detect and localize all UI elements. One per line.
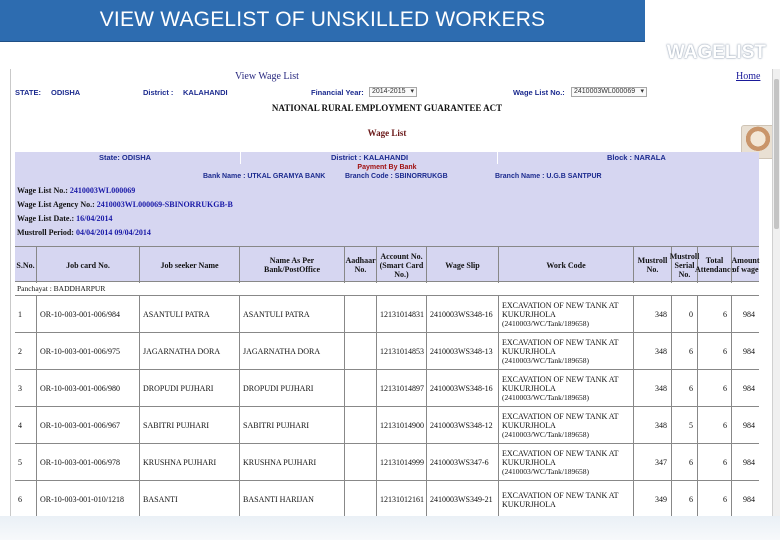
work-line2-text: KUKURJHOLA <box>502 384 556 393</box>
col-sno-cell: 5 <box>18 458 22 467</box>
col-bank-name-cell: JAGARNATHA DORA <box>239 333 344 370</box>
location-row <box>15 152 759 164</box>
col-attendance-cell: 6 <box>697 481 731 516</box>
district-filter-label: District : <box>143 88 174 97</box>
col-aadhaar-header: Aadhaar No. <box>344 247 376 283</box>
wl-select[interactable] <box>571 87 647 97</box>
work-line1-text: EXCAVATION OF NEW TANK AT <box>502 412 619 421</box>
chevron-down-icon: ▾ <box>410 88 414 95</box>
meta-item <box>17 200 233 209</box>
col-wage-slip-cell: 2410003WS348-12 <box>426 407 498 444</box>
meta-value: 04/04/2014 09/04/2014 <box>75 228 151 237</box>
panchayat-label: Panchayat : BADDHARPUR <box>17 284 106 293</box>
filter-bar <box>11 85 771 99</box>
col-job-seeker-cell: JAGARNATHA DORA <box>139 333 239 370</box>
col-work-code-header: Work Code <box>498 247 633 283</box>
act-title: NATIONAL RURAL EMPLOYMENT GUARANTEE ACT <box>271 103 503 113</box>
col-mustroll-serial-cell: 5 <box>671 407 697 444</box>
slide-title-bar <box>0 0 645 42</box>
work-line1-text: EXCAVATION OF NEW TANK AT <box>502 490 619 500</box>
work-code-text: (2410003/WC/Tank/189658) <box>502 319 589 328</box>
wl-select-value: 2410003WL000069 <box>574 88 636 95</box>
col-attendance-header: Total Attendance <box>697 247 731 283</box>
col-work-code-cell <box>498 444 633 481</box>
work-line2-text: KUKURJHOLA <box>502 421 556 430</box>
col-amount-cell: 984 <box>731 407 759 444</box>
meta-value: 2410003WL000069 <box>69 186 136 195</box>
work-line2-text: KUKURJHOLA <box>502 310 556 319</box>
divider <box>240 152 241 164</box>
col-amount-header: Amount of wage <box>731 247 759 283</box>
col-job-card-cell: OR-10-003-001-006/975 <box>36 333 139 370</box>
col-sno-cell: 4 <box>18 421 22 430</box>
wage-list-report <box>15 101 759 516</box>
col-wage-slip-cell: 2410003WS349-21 <box>426 481 498 516</box>
col-job-card-cell: OR-10-003-001-010/1218 <box>36 481 139 516</box>
col-aadhaar-cell <box>344 444 376 481</box>
col-mustroll-cell: 347 <box>633 444 671 481</box>
col-account-cell: 12131014831 <box>376 296 426 333</box>
meta-value: 16/04/2014 <box>76 214 113 223</box>
work-code-text: (2410003/WC/Tank/189658) <box>502 393 589 402</box>
col-mustroll-serial-cell: 6 <box>671 333 697 370</box>
col-job-seeker-cell: ASANTULI PATRA <box>139 296 239 333</box>
col-job-card-header: Job card No. <box>36 247 139 283</box>
chevron-down-icon: ▾ <box>640 88 644 95</box>
col-work-code-cell <box>498 296 633 333</box>
work-line2-text: KUKURJHOLA <box>502 458 556 467</box>
table-row <box>15 406 759 443</box>
col-sno-cell: 2 <box>18 347 22 356</box>
col-account-cell: 12131014900 <box>376 407 426 444</box>
col-mustroll-cell: 348 <box>633 407 671 444</box>
col-amount-cell: 984 <box>731 481 759 516</box>
col-attendance-cell: 6 <box>697 333 731 370</box>
meta-label: Wage List Date.: <box>17 214 75 223</box>
col-mustroll-cell: 348 <box>633 333 671 370</box>
wage-list-rows <box>15 295 759 516</box>
col-aadhaar-cell <box>344 481 376 516</box>
work-line2-text: KUKURJHOLA <box>502 499 556 509</box>
col-mustroll-cell: 349 <box>633 481 671 516</box>
col-work-code-cell <box>498 407 633 444</box>
table-header <box>15 246 759 282</box>
col-work-code-cell <box>498 333 633 370</box>
meta-item <box>17 228 151 237</box>
col-mustroll-serial-header: Mustroll Serial No. <box>671 247 697 283</box>
work-code-text: (2410003/WC/Tank/189658) <box>502 467 589 476</box>
branch-code: Branch Code : SBINORRUKGB <box>345 173 448 180</box>
col-mustroll-serial-cell: 6 <box>671 444 697 481</box>
col-job-seeker-cell: DROPUDI PUJHARI <box>139 370 239 407</box>
wagelist-label: WAGELIST <box>666 42 766 63</box>
state-filter-value: ODISHA <box>51 88 81 97</box>
scrollbar-thumb[interactable] <box>774 79 779 229</box>
col-mustroll-serial-cell: 6 <box>671 481 697 516</box>
fy-select-value: 2014-2015 <box>372 88 406 95</box>
col-job-seeker-header: Job seeker Name <box>139 247 239 283</box>
col-attendance-cell: 6 <box>697 370 731 407</box>
col-aadhaar-cell <box>344 370 376 407</box>
col-amount-cell: 984 <box>731 444 759 481</box>
table-row <box>15 295 759 332</box>
col-account-cell: 12131014999 <box>376 444 426 481</box>
col-aadhaar-cell <box>344 407 376 444</box>
col-mustroll-serial-cell: 6 <box>671 370 697 407</box>
col-work-code-cell <box>498 370 633 407</box>
meta-label: Wage List Agency No.: <box>17 200 95 209</box>
wl-filter-label: Wage List No.: <box>513 88 565 97</box>
col-amount-cell: 984 <box>731 296 759 333</box>
meta-label: Mustroll Period: <box>17 228 74 237</box>
col-account-cell: 12131014897 <box>376 370 426 407</box>
col-wage-slip-cell: 2410003WS348-13 <box>426 333 498 370</box>
col-mustroll-cell: 348 <box>633 296 671 333</box>
screenshot-frame <box>10 69 780 516</box>
home-link[interactable]: Home <box>736 71 761 82</box>
district-value: District : KALAHANDI <box>331 153 409 162</box>
work-line1-text: EXCAVATION OF NEW TANK AT <box>502 301 619 310</box>
col-mustroll-serial-cell: 0 <box>671 296 697 333</box>
col-bank-name-cell: KRUSHNA PUJHARI <box>239 444 344 481</box>
fy-select[interactable] <box>369 87 417 97</box>
col-wage-slip-cell: 2410003WS348-16 <box>426 296 498 333</box>
work-line1-text: EXCAVATION OF NEW TANK AT <box>502 449 619 458</box>
col-account-cell: 12131012161 <box>376 481 426 516</box>
table-row <box>15 369 759 406</box>
report-heading: Wage List <box>367 128 407 138</box>
meta-value: 2410003WL000069-SBINORRUKGB-B <box>96 200 233 209</box>
view-wage-list-link[interactable]: View Wage List <box>235 71 299 82</box>
col-amount-cell: 984 <box>731 333 759 370</box>
col-mustroll-header: Mustroll No. <box>633 247 671 283</box>
col-wage-slip-header: Wage Slip <box>426 247 498 283</box>
work-code-text: (2410003/WC/Tank/189658) <box>502 430 589 439</box>
meta-item <box>17 214 113 223</box>
col-bank-name-header: Name As Per Bank/PostOffice <box>239 247 344 283</box>
table-row <box>15 443 759 480</box>
payment-by: Payment By Bank <box>357 164 417 171</box>
col-wage-slip-cell: 2410003WS347-6 <box>426 444 498 481</box>
col-sno-cell: 1 <box>18 310 22 319</box>
col-bank-name-cell: BASANTI HARIJAN <box>239 481 344 516</box>
fy-filter-label: Financial Year: <box>311 88 364 97</box>
work-line1-text: EXCAVATION OF NEW TANK AT <box>502 375 619 384</box>
col-job-seeker-cell: SABITRI PUJHARI <box>139 407 239 444</box>
col-bank-name-cell: ASANTULI PATRA <box>239 296 344 333</box>
meta-item <box>17 186 135 195</box>
col-sno-cell: 3 <box>18 384 22 393</box>
meta-label: Wage List No.: <box>17 186 68 195</box>
col-wage-slip-cell: 2410003WS348-16 <box>426 370 498 407</box>
district-filter-value: KALAHANDI <box>183 88 228 97</box>
col-job-card-cell: OR-10-003-001-006/984 <box>36 296 139 333</box>
work-line2-text: KUKURJHOLA <box>502 347 556 356</box>
divider <box>497 152 498 164</box>
table-row <box>15 480 759 516</box>
col-job-card-cell: OR-10-003-001-006/967 <box>36 407 139 444</box>
work-code-text: (2410003/WC/Tank/189658) <box>502 356 589 365</box>
state-filter-label: STATE: <box>15 88 41 97</box>
slide-footer <box>0 516 780 540</box>
work-line1-text: EXCAVATION OF NEW TANK AT <box>502 338 619 347</box>
col-bank-name-cell: SABITRI PUJHARI <box>239 407 344 444</box>
col-job-card-cell: OR-10-003-001-006/980 <box>36 370 139 407</box>
col-job-card-cell: OR-10-003-001-006/978 <box>36 444 139 481</box>
col-job-seeker-cell: BASANTI <box>139 481 239 516</box>
col-account-header: Account No. (Smart Card No.) <box>376 247 426 283</box>
col-amount-cell: 984 <box>731 370 759 407</box>
col-sno-header: S.No. <box>16 260 35 270</box>
col-sno-cell: 6 <box>18 495 22 504</box>
vertical-scrollbar[interactable] <box>772 69 780 516</box>
col-attendance-cell: 6 <box>697 444 731 481</box>
col-account-cell: 12131014853 <box>376 333 426 370</box>
state-value: State: ODISHA <box>99 153 152 162</box>
table-row <box>15 332 759 369</box>
branch-name: Branch Name : U.G.B SANTPUR <box>495 173 602 180</box>
col-attendance-cell: 6 <box>697 296 731 333</box>
col-aadhaar-cell <box>344 333 376 370</box>
col-aadhaar-cell <box>344 296 376 333</box>
col-work-code-cell <box>498 481 633 516</box>
block-value: Block : NARALA <box>607 153 666 162</box>
slide-title: VIEW WAGELIST OF UNSKILLED WORKERS <box>99 8 546 31</box>
col-mustroll-cell: 348 <box>633 370 671 407</box>
col-bank-name-cell: DROPUDI PUJHARI <box>239 370 344 407</box>
col-attendance-cell: 6 <box>697 407 731 444</box>
col-job-seeker-cell: KRUSHNA PUJHARI <box>139 444 239 481</box>
bank-name: Bank Name : UTKAL GRAMYA BANK <box>203 173 326 180</box>
